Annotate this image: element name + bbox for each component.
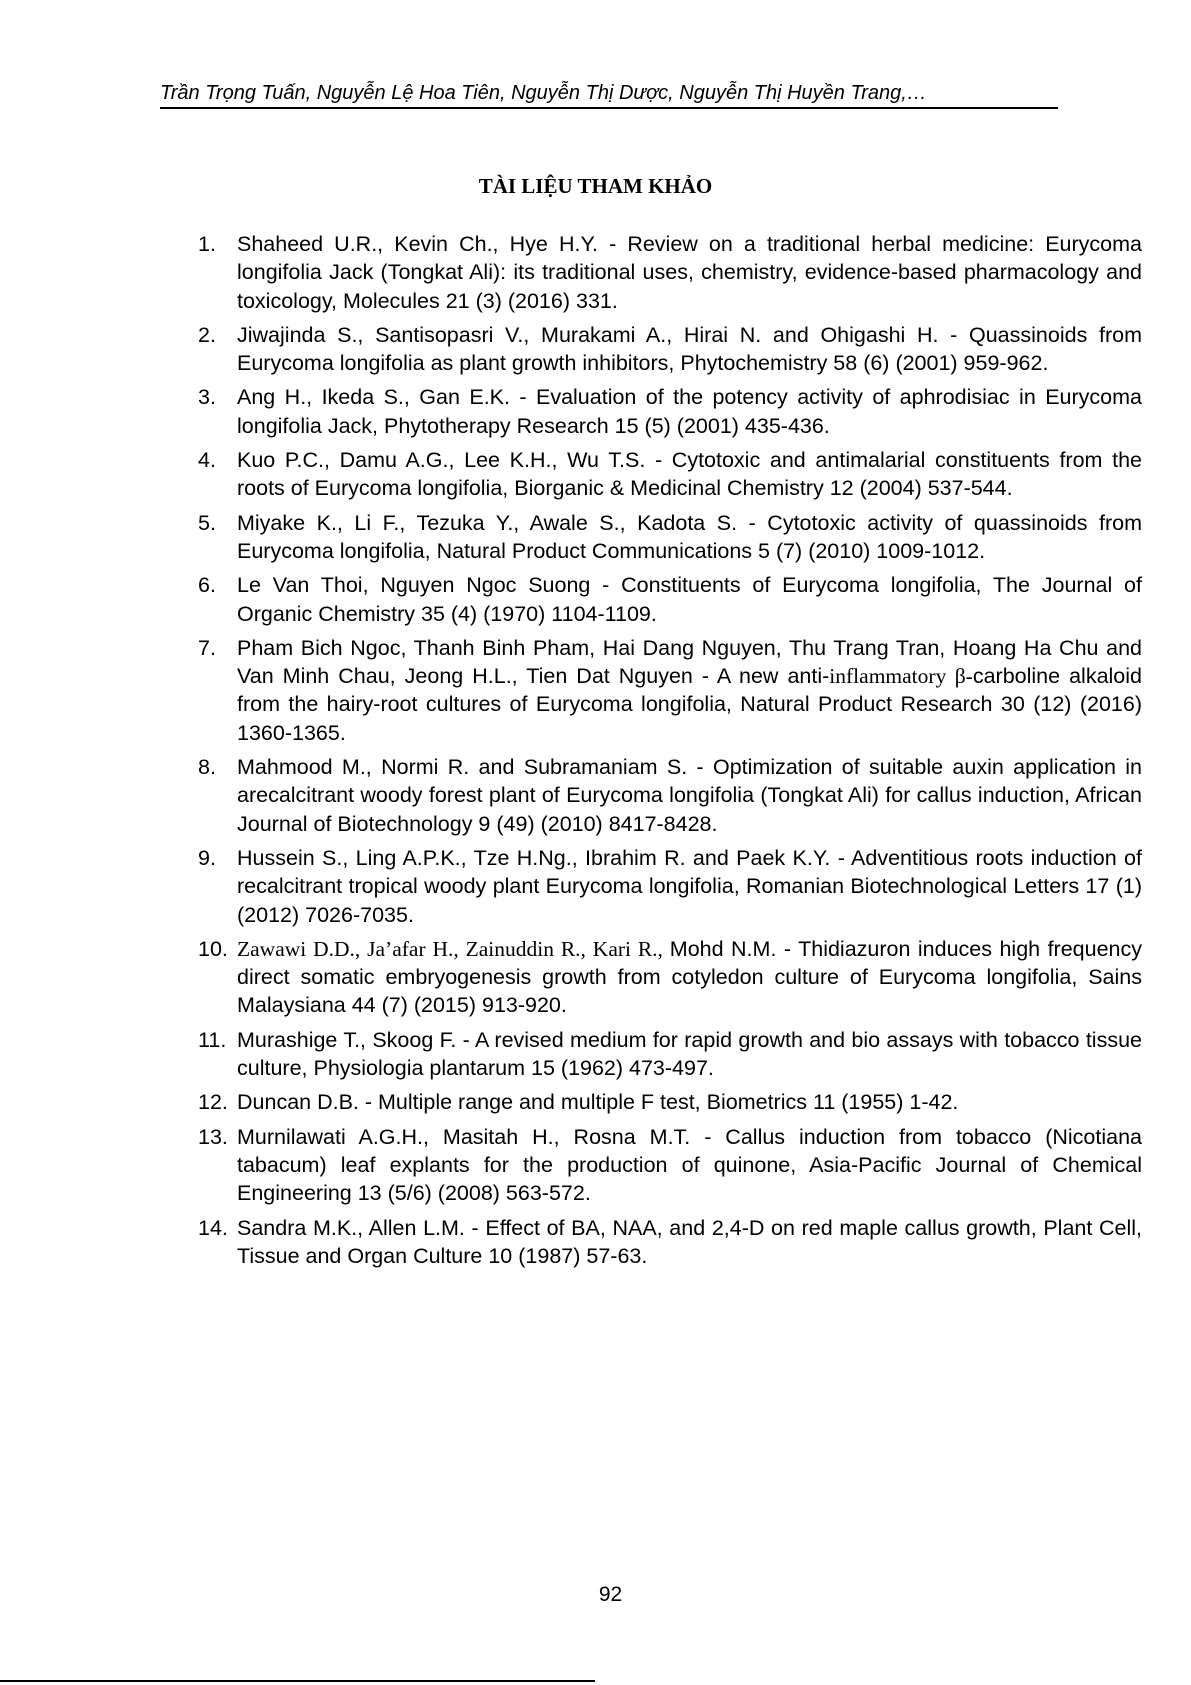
- reference-text: Mohd N.M. - Thidiazuron induces high frequency direct somatic embryogenesis growth from cotyledon culture of Eurycoma longifolia, Sains Malaysiana 44 (7) (2015) 913-920.: [237, 936, 1142, 1018]
- reference-item: [198, 935, 1142, 1020]
- reference-text: Kuo P.C., Damu A.G., Lee K.H., Wu T.S. - Cytotoxic and antimalarial constituents from the roots of Eurycoma longifolia, Biorganic & Medicinal Chemistry 12 (2004) 537-544.: [237, 448, 1142, 501]
- reference-text: Pham Bich Ngoc, Thanh Binh Pham, Hai Dang Nguyen, Thu Trang Tran, Hoang Ha Chu and Van Minh Chau, Jeong H.L., Tien Dat Nguyen - A new anti-: [237, 635, 1142, 689]
- reference-item: [198, 1026, 1142, 1083]
- reference-number: 4.: [198, 448, 216, 473]
- reference-text: carboline alkaloid from the hairy-root cultures of Eurycoma longifolia, Natural Product Research 30 (12) (2016) 1360-1365.: [237, 664, 1142, 745]
- reference-item: [198, 1123, 1142, 1208]
- footer-rule: [0, 1680, 595, 1682]
- reference-text: Duncan D.B. - Multiple range and multiple F test, Biometrics 11 (1955) 1-42.: [237, 1090, 959, 1115]
- reference-number: 7.: [198, 635, 216, 660]
- reference-item: [198, 753, 1142, 838]
- reference-text: inflammatory β-: [829, 664, 973, 689]
- reference-item: [198, 509, 1142, 566]
- reference-text: Ang H., Ikeda S., Gan E.K. - Evaluation of the potency activity of aphrodisiac in Eurycoma longifolia Jack, Phytotherapy Research 15 (5) (2001) 435-436.: [237, 385, 1142, 438]
- reference-item: [198, 1214, 1142, 1271]
- reference-text: Le Van Thoi, Nguyen Ngoc Suong - Constituents of Eurycoma longifolia, The Journal of Organic Chemistry 35 (4) (1970) 1104-1109.: [237, 573, 1142, 626]
- reference-text: Hussein S., Ling A.P.K., Tze H.Ng., Ibrahim R. and Paek K.Y. - Adventitious roots induction of recalcitrant tropical woody plant Eurycoma longifolia, Romanian Biotechnological Letters 17 (1) (2012) 7026-7035.: [237, 845, 1142, 927]
- running-header: Trần Trọng Tuấn, Nguyễn Lệ Hoa Tiên, Nguyễn Thị Dược, Nguyễn Thị Huyền Trang,…: [160, 80, 1058, 109]
- reference-text: Jiwajinda S., Santisopasri V., Murakami A., Hirai N. and Ohigashi H. - Quassinoids from Eurycoma longifolia as plant growth inhibitors, Phytochemistry 58 (6) (2001) 959-962.: [237, 322, 1142, 376]
- reference-item: [198, 321, 1142, 378]
- reference-number: 12.: [198, 1090, 228, 1115]
- reference-text: Miyake K., Li F., Tezuka Y., Awale S., Kadota S. - Cytotoxic activity of quassinoids from Eurycoma longifolia, Natural Product Communications 5 (7) (2010) 1009-1012.: [237, 510, 1142, 563]
- reference-number: 11.: [198, 1027, 227, 1052]
- reference-item: [198, 844, 1142, 929]
- reference-number: 14.: [198, 1215, 228, 1240]
- reference-number: 3.: [198, 385, 216, 410]
- reference-item: [198, 446, 1142, 503]
- section-title: TÀI LIỆU THAM KHẢO: [478, 174, 713, 198]
- reference-text: Shaheed U.R., Kevin Ch., Hye H.Y. - Review on a traditional herbal medicine: Eurycoma longifolia Jack (Tongkat Ali): its traditional uses, chemistry, evidence-based pharmacology and toxicology, Molecules 21 (3) (2016) 331.: [237, 232, 1142, 313]
- reference-number: 6.: [198, 573, 216, 598]
- reference-item: [198, 383, 1142, 440]
- reference-text: Murashige T., Skoog F. - A revised medium for rapid growth and bio assays with tobacco tissue culture, Physiologia plantarum 15 (1962) 473-497.: [237, 1027, 1142, 1081]
- reference-item: [198, 1088, 1142, 1116]
- reference-number: 2.: [198, 322, 216, 347]
- reference-number: 10.: [198, 936, 228, 961]
- reference-number: 13.: [198, 1124, 228, 1149]
- reference-number: 8.: [198, 755, 216, 780]
- reference-text: Mahmood M., Normi R. and Subramaniam S. - Optimization of suitable auxin application in arecalcitrant woody forest plant of Eurycoma longifolia (Tongkat Ali) for callus induction, African Journal of Biotechnology 9 (49) (2010) 8417-8428.: [237, 755, 1142, 836]
- reference-item: [198, 571, 1142, 628]
- reference-text: Murnilawati A.G.H., Masitah H., Rosna M.T. - Callus induction from tobacco (Nicotiana tabacum) leaf explants for the production of quinone, Asia-Pacific Journal of Chemical Engineering 13 (5/6) (2008) 563-572.: [237, 1124, 1142, 1206]
- reference-number: 9.: [198, 845, 216, 870]
- reference-text: Sandra M.K., Allen L.M. - Effect of BA, NAA, and 2,4-D on red maple callus growth, Plant Cell, Tissue and Organ Culture 10 (1987) 57-63.: [237, 1215, 1142, 1268]
- page-number: 92: [598, 1583, 623, 1606]
- reference-list: [198, 230, 1142, 1276]
- reference-item: [198, 230, 1142, 315]
- reference-number: 5.: [198, 510, 216, 535]
- reference-text: Zawawi D.D., Ja’afar H., Zainuddin R., Kari R.,: [237, 936, 670, 961]
- reference-number: 1.: [198, 232, 216, 256]
- reference-item: [198, 634, 1142, 747]
